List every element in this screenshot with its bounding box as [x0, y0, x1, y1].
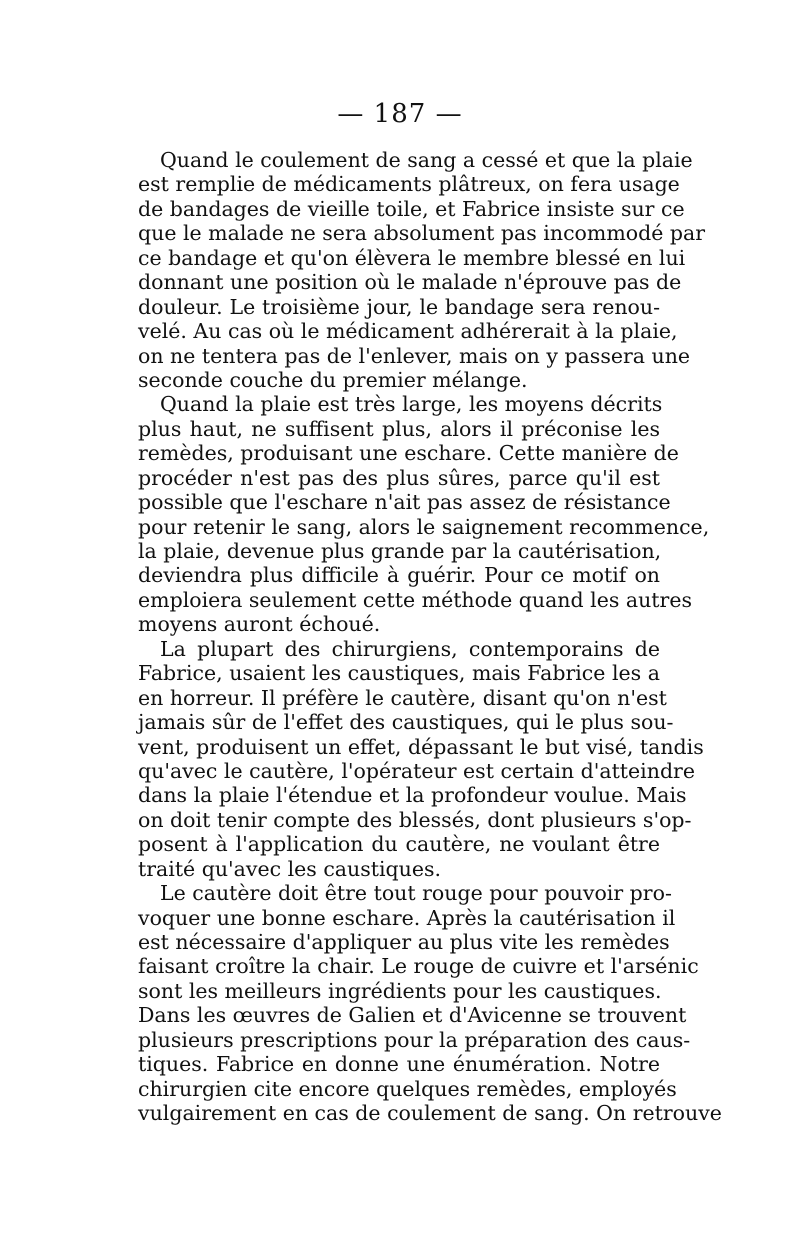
- text-line: deviendra plus difficile à guérir. Pour ce motif on: [138, 563, 660, 588]
- text-line: Quand la plaie est très large, les moyens décrits: [160, 392, 663, 417]
- text-line: procéder n'est pas des plus sûres, parce qu'il est: [138, 465, 660, 490]
- text-line: jamais sûr de l'effet des caustiques, qui le plus sou-: [138, 710, 674, 735]
- text-line: Le cautère doit être tout rouge pour pouvoir pro-: [160, 881, 672, 906]
- text-line: est remplie de médicaments plâtreux, on fera usage: [138, 172, 680, 197]
- text-line: plusieurs prescriptions pour la préparation des caus-: [138, 1027, 691, 1052]
- text-line: Dans les œuvres de Galien et d'Avicenne se trouvent: [138, 1003, 687, 1028]
- text-line: sont les meilleurs ingrédients pour les caustiques.: [138, 978, 662, 1003]
- text-line: remèdes, produisant une eschare. Cette manière de: [138, 441, 679, 466]
- text-line: faisant croître la chair. Le rouge de cuivre et l'arsénic: [138, 954, 699, 979]
- body-text: [138, 148, 722, 1126]
- text-line: plus haut, ne suffisent plus, alors il préconise les: [138, 416, 660, 441]
- text-line: voquer une bonne eschare. Après la cautérisation il: [138, 905, 676, 930]
- text-line: moyens auront échoué.: [138, 612, 381, 637]
- text-line: la plaie, devenue plus grande par la cautérisation,: [138, 539, 662, 563]
- text-line: de bandages de vieille toile, et Fabrice insiste sur ce: [138, 196, 685, 221]
- text-line: est nécessaire d'appliquer au plus vite les remèdes: [138, 930, 670, 954]
- text-line: on doit tenir compte des blessés, dont plusieurs s'op-: [138, 807, 692, 832]
- text-line: vulgairement en cas de coulement de sang. On retrouve: [138, 1101, 722, 1126]
- page-number: — 187 —: [337, 99, 463, 129]
- text-line: velé. Au cas où le médicament adhérerait à la plaie,: [138, 319, 678, 344]
- text-line: donnant une position où le malade n'éprouve pas de: [138, 270, 682, 295]
- text-line: emploiera seulement cette méthode quand les autres: [138, 587, 692, 612]
- text-line: on ne tentera pas de l'enlever, mais on y passera une: [138, 343, 691, 368]
- text-line: qu'avec le cautère, l'opérateur est certain d'atteindre: [138, 758, 695, 783]
- text-line: en horreur. Il préfère le cautère, disant qu'on n'est: [138, 685, 667, 710]
- text-line: dans la plaie l'étendue et la profondeur voulue. Mais: [138, 783, 687, 808]
- text-line: tiques. Fabrice en donne une énumération. Notre: [138, 1052, 660, 1077]
- text-line: vent, produisent un effet, dépassant le but visé, tandis: [138, 734, 704, 759]
- text-line: que le malade ne sera absolument pas incommodé par: [138, 221, 706, 246]
- text-line: douleur. Le troisième jour, le bandage sera renou-: [138, 294, 660, 319]
- text-line: chirurgien cite encore quelques remèdes, employés: [138, 1076, 677, 1101]
- text-line: possible que l'eschare n'ait pas assez de résistance: [138, 490, 671, 515]
- text-line: seconde couche du premier mélange.: [138, 367, 528, 392]
- text-line: Quand le coulement de sang a cessé et que la plaie: [160, 148, 693, 172]
- text-line: pour retenir le sang, alors le saignement recommence,: [138, 514, 710, 539]
- text-line: posent à l'application du cautère, ne voulant être: [138, 832, 660, 857]
- text-line: Fabrice, usaient les caustiques, mais Fabrice les a: [138, 661, 660, 686]
- text-line: traité qu'avec les caustiques.: [138, 856, 442, 881]
- text-line: La plupart des chirurgiens, contemporains de: [160, 636, 660, 661]
- text-line: ce bandage et qu'on élèvera le membre blessé en lui: [138, 245, 686, 270]
